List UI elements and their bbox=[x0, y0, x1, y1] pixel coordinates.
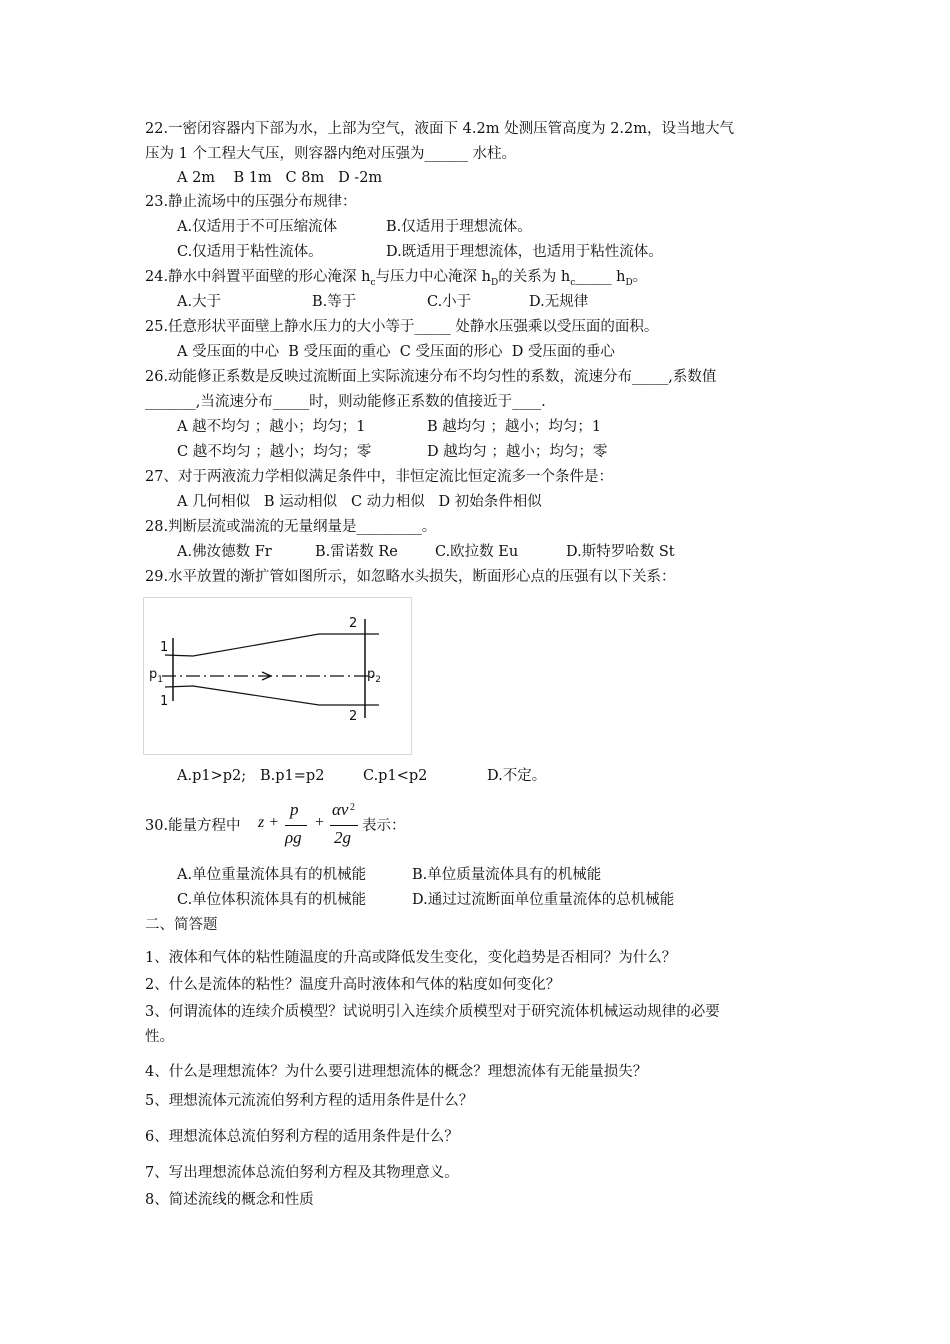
q27-options: A 几何相似 B 运动相似 C 动力相似 D 初始条件相似 bbox=[177, 494, 542, 510]
formula-two-g: 2g bbox=[334, 828, 351, 847]
q24-option-a: A.大于 bbox=[177, 294, 222, 310]
fig-label-p2: $p_2$ bbox=[367, 667, 381, 685]
q24-part4: _____ h bbox=[575, 269, 626, 285]
fig-label-1-bottom: 1 bbox=[160, 694, 169, 709]
q24-part1: 24.静水中斜置平面壁的形心淹深 h bbox=[145, 269, 371, 285]
formula-fraction-bar-2 bbox=[330, 825, 358, 826]
q29-option-d: D.不定。 bbox=[487, 768, 547, 784]
diffuser-pipe-figure bbox=[143, 597, 412, 755]
q28-option-d: D.斯特罗哈数 St bbox=[566, 544, 675, 560]
q30-option-b: B.单位质量流体具有的机械能 bbox=[412, 867, 602, 883]
formula-square: 2 bbox=[350, 802, 355, 813]
fig-label-2-top: 2 bbox=[349, 616, 358, 631]
q24-sub-c2: c bbox=[570, 278, 576, 288]
q30-suffix: 表示： bbox=[362, 818, 406, 834]
formula-z: z + bbox=[258, 814, 280, 831]
q30-option-d: D.通过过流断面单位重量流体的总机械能 bbox=[412, 892, 675, 908]
short-q3-line2: 性。 bbox=[145, 1029, 174, 1045]
q23-options-row2 bbox=[177, 241, 663, 263]
q26-option-d: D 越均匀 ；越小；均匀；零 bbox=[427, 444, 608, 460]
q23-option-a: A.仅适用于不可压缩流体 bbox=[177, 219, 338, 235]
q24-option-c: C.小于 bbox=[427, 294, 472, 310]
q26-line2: _______,当流速分布_____时，则动能修正系数的值接近于____. bbox=[145, 394, 546, 410]
short-q4: 4、什么是理想流体？为什么要引进理想流体的概念？理想流体有无能量损失？ bbox=[145, 1064, 648, 1080]
q24-option-d: D.无规律 bbox=[529, 294, 589, 310]
energy-equation-formula bbox=[258, 800, 358, 860]
fig-label-2-bottom: 2 bbox=[349, 709, 358, 724]
short-q3-line1: 3、何谓流体的连续介质模型？试说明引入连续介质模型对于研究流体机械运动规律的必要 bbox=[145, 1004, 720, 1020]
q29-option-c: C.p1<p2 bbox=[363, 768, 428, 784]
q24-stem bbox=[145, 266, 647, 294]
short-q1: 1、液体和气体的粘性随温度的升高或降低发生变化，变化趋势是否相同？为什么？ bbox=[145, 950, 677, 966]
q28-options bbox=[177, 541, 675, 563]
q26-line1: 26.动能修正系数是反映过流断面上实际流速分布不均匀性的系数，流速分布_____,系数值 bbox=[145, 369, 717, 385]
pipe-upper-wall bbox=[165, 634, 379, 656]
q24-sub-d2: D bbox=[625, 278, 633, 288]
formula-fraction-bar-1 bbox=[285, 825, 307, 826]
q30-option-a: A.单位重量流体具有的机械能 bbox=[177, 867, 367, 883]
short-q5: 5、理想流体元流流伯努利方程的适用条件是什么？ bbox=[145, 1093, 474, 1109]
q24-sub-c: c bbox=[370, 278, 376, 288]
q29-option-b: B.p1=p2 bbox=[260, 768, 325, 784]
q23-stem: 23.静止流场中的压强分布规律： bbox=[145, 194, 357, 210]
fig-label-p1: $p_1$ bbox=[149, 667, 163, 685]
short-q6: 6、理想流体总流伯努利方程的适用条件是什么？ bbox=[145, 1129, 459, 1145]
q30-options-row1 bbox=[177, 864, 602, 886]
q26-option-a: A 越不均匀 ；越小；均匀；1 bbox=[177, 419, 366, 435]
q22-line1: 22.一密闭容器内下部为水，上部为空气，液面下 4.2m 处测压管高度为 2.2m，设当地大气 bbox=[145, 121, 735, 137]
q30-options-row2 bbox=[177, 889, 675, 911]
formula-p: p bbox=[290, 800, 299, 819]
q23-option-d: D.既适用于理想流体，也适用于粘性流体。 bbox=[386, 244, 663, 260]
q30-prefix: 30.能量方程中 bbox=[145, 818, 241, 834]
fig-label-1-top: 1 bbox=[160, 640, 169, 655]
short-q8: 8、简述流线的概念和性质 bbox=[145, 1192, 314, 1208]
q28-stem: 28.判断层流或湍流的无量纲量是_________。 bbox=[145, 519, 437, 535]
short-q7: 7、写出理想流体总流伯努利方程及其物理意义。 bbox=[145, 1165, 459, 1181]
q28-option-a: A.佛汝德数 Fr bbox=[177, 544, 272, 560]
q24-option-b: B.等于 bbox=[312, 294, 357, 310]
q23-option-c: C.仅适用于粘性流体。 bbox=[177, 244, 323, 260]
q29-option-a: A.p1>p2; bbox=[177, 768, 247, 784]
short-q2: 2、什么是流体的粘性？温度升高时液体和气体的粘度如何变化？ bbox=[145, 977, 561, 993]
q24-options bbox=[177, 291, 589, 313]
section2-title: 二、简答题 bbox=[145, 917, 218, 933]
q24-sub-d: D bbox=[491, 278, 499, 288]
q24-part2: 与压力中心淹深 h bbox=[375, 269, 492, 285]
q23-option-b: B.仅适用于理想流体。 bbox=[386, 219, 532, 235]
q25-options: A 受压面的中心 B 受压面的重心 C 受压面的形心 D 受压面的垂心 bbox=[177, 344, 615, 360]
q26-options-row1 bbox=[177, 416, 602, 438]
formula-rho-g: ρg bbox=[285, 828, 302, 847]
q22-line2: 压为 1 个工程大气压，则容器内绝对压强为______ 水柱。 bbox=[145, 146, 517, 162]
q23-options-row1 bbox=[177, 216, 532, 238]
q30-option-c: C.单位体积流体具有的机械能 bbox=[177, 892, 367, 908]
q29-options bbox=[177, 765, 547, 787]
q24-part3: 的关系为 h bbox=[498, 269, 571, 285]
q24-part5: 。 bbox=[632, 269, 648, 285]
formula-plus: + bbox=[315, 814, 325, 831]
q22-options: A 2m B 1m C 8m D -2m bbox=[177, 170, 383, 186]
q26-option-c: C 越不均匀 ；越小；均匀；零 bbox=[177, 444, 372, 460]
q26-option-b: B 越均匀 ；越小；均匀；1 bbox=[427, 419, 602, 435]
q28-option-b: B.雷诺数 Re bbox=[315, 544, 398, 560]
q29-stem: 29.水平放置的渐扩管如图所示，如忽略水头损失，断面形心点的压强有以下关系： bbox=[145, 569, 676, 585]
q25-stem: 25.任意形状平面壁上静水压力的大小等于_____ 处静水压强乘以受压面的面积。 bbox=[145, 319, 659, 335]
q28-option-c: C.欧拉数 Eu bbox=[435, 544, 519, 560]
formula-alpha-v: αv bbox=[332, 800, 349, 819]
q26-options-row2 bbox=[177, 441, 608, 463]
q27-stem: 27、对于两液流力学相似满足条件中，非恒定流比恒定流多一个条件是： bbox=[145, 469, 613, 485]
pipe-lower-wall bbox=[165, 686, 379, 705]
